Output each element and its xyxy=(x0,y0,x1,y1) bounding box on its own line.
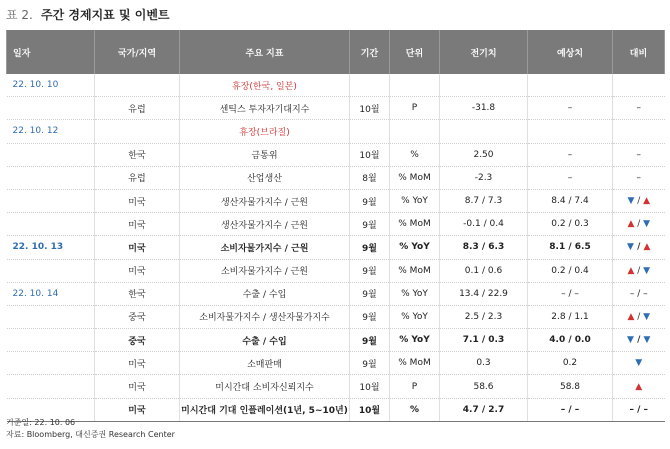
table-row xyxy=(7,97,665,120)
cell-region: 미국 xyxy=(95,236,180,259)
cell-estimate: 0.2 / 0.4 xyxy=(528,259,613,282)
cell-date: 22. 10. 10 xyxy=(7,74,95,97)
cell-previous: 8.7 / 7.3 xyxy=(440,189,528,212)
cell-estimate xyxy=(528,120,613,143)
cell-estimate: – xyxy=(528,166,613,189)
up-triangle-icon: ▲ xyxy=(643,196,651,207)
header-estimate: 예상치 xyxy=(528,30,613,74)
cell-comparison: – xyxy=(613,97,665,120)
cell-indicator: 소매판매 xyxy=(180,352,350,375)
cell-previous: 8.3 / 6.3 xyxy=(440,236,528,259)
cell-estimate: – xyxy=(528,97,613,120)
source-note: 자료: Bloomberg, 대신증권 Research Center xyxy=(6,430,175,439)
cell-region: 미국 xyxy=(95,213,180,236)
cell-indicator: 센틱스 투자자기대지수 xyxy=(180,97,350,120)
caption-title: 주간 경제지표 및 이벤트 xyxy=(41,8,170,22)
cell-estimate: 58.8 xyxy=(528,375,613,398)
cell-indicator: 휴장(한국, 일본) xyxy=(180,74,350,97)
cell-previous: 0.1 / 0.6 xyxy=(440,259,528,282)
table-caption xyxy=(6,6,170,23)
cell-estimate: – / – xyxy=(528,398,613,421)
cell-indicator: 수출 / 수입 xyxy=(180,329,350,352)
down-triangle-icon: ▼ xyxy=(627,242,634,253)
table-row xyxy=(7,236,665,259)
cell-estimate: 0.2 xyxy=(528,352,613,375)
cell-region xyxy=(95,120,180,143)
header-previous: 전기치 xyxy=(440,30,528,74)
cell-estimate: – / – xyxy=(528,282,613,305)
cell-region: 한국 xyxy=(95,143,180,166)
cell-unit: % YoY xyxy=(390,305,440,328)
cell-region xyxy=(95,74,180,97)
down-triangle-icon: ▼ xyxy=(643,311,651,322)
cell-region: 한국 xyxy=(95,282,180,305)
cell-unit: % YoY xyxy=(390,329,440,352)
cell-date xyxy=(7,259,95,282)
table-row xyxy=(7,329,665,352)
cell-previous: -0.1 / 0.4 xyxy=(440,213,528,236)
cell-comparison: – xyxy=(613,166,665,189)
comparison-separator: / xyxy=(634,219,644,230)
cell-period: 9월 xyxy=(350,213,390,236)
table-row xyxy=(7,213,665,236)
table-row xyxy=(7,74,665,97)
cell-period: 9월 xyxy=(350,329,390,352)
cell-period: 9월 xyxy=(350,305,390,328)
header-unit: 단위 xyxy=(390,30,440,74)
cell-region: 미국 xyxy=(95,398,180,421)
cell-comparison xyxy=(613,74,665,97)
header-date: 일자 xyxy=(7,30,95,74)
cell-indicator: 생산자물가지수 / 근원 xyxy=(180,189,350,212)
down-triangle-icon: ▼ xyxy=(643,219,651,230)
cell-comparison xyxy=(613,352,665,375)
up-triangle-icon: ▲ xyxy=(643,242,651,253)
cell-region: 중국 xyxy=(95,305,180,328)
comparison-separator: / xyxy=(634,196,644,207)
cell-period xyxy=(350,74,390,97)
cell-previous: 2.50 xyxy=(440,143,528,166)
cell-date xyxy=(7,166,95,189)
table-row xyxy=(7,398,665,421)
down-triangle-icon: ▼ xyxy=(635,358,643,369)
cell-period: 9월 xyxy=(350,236,390,259)
cell-period: 10월 xyxy=(350,143,390,166)
cell-previous: 13.4 / 22.9 xyxy=(440,282,528,305)
cell-unit: % YoY xyxy=(390,189,440,212)
up-triangle-icon: ▲ xyxy=(627,311,635,322)
cell-comparison xyxy=(613,236,665,259)
table-row xyxy=(7,189,665,212)
cell-unit: % YoY xyxy=(390,236,440,259)
cell-comparison xyxy=(613,305,665,328)
comparison-separator: / xyxy=(633,335,644,346)
down-triangle-icon: ▼ xyxy=(643,335,651,346)
cell-comparison: – / – xyxy=(613,282,665,305)
cell-previous: 4.7 / 2.7 xyxy=(440,398,528,421)
cell-previous: -2.3 xyxy=(440,166,528,189)
table-body xyxy=(7,74,665,421)
cell-period: 9월 xyxy=(350,282,390,305)
cell-unit: % MoM xyxy=(390,213,440,236)
cell-estimate xyxy=(528,74,613,97)
cell-date xyxy=(7,375,95,398)
cell-date xyxy=(7,189,95,212)
cell-previous: 2.5 / 2.3 xyxy=(440,305,528,328)
up-triangle-icon: ▲ xyxy=(627,265,635,276)
cell-date xyxy=(7,352,95,375)
cell-unit xyxy=(390,120,440,143)
cell-unit: % YoY xyxy=(390,282,440,305)
cell-period: 10월 xyxy=(350,398,390,421)
caption-number: 표 2. xyxy=(6,8,33,22)
cell-unit: % MoM xyxy=(390,259,440,282)
cell-region: 유럽 xyxy=(95,97,180,120)
base-date-note: 기준일: 22. 10. 06 xyxy=(6,418,76,427)
cell-estimate: 8.4 / 7.4 xyxy=(528,189,613,212)
comparison-separator: / xyxy=(634,311,644,322)
cell-unit: P xyxy=(390,97,440,120)
cell-region: 유럽 xyxy=(95,166,180,189)
cell-indicator: 소비자물가지수 / 근원 xyxy=(180,259,350,282)
cell-comparison xyxy=(613,375,665,398)
cell-comparison xyxy=(613,189,665,212)
cell-period: 9월 xyxy=(350,259,390,282)
cell-indicator: 휴장(브라질) xyxy=(180,120,350,143)
comparison-separator: / xyxy=(634,265,644,276)
cell-period: 9월 xyxy=(350,189,390,212)
cell-date: 22. 10. 13 xyxy=(7,236,95,259)
cell-comparison xyxy=(613,120,665,143)
economic-calendar-table xyxy=(6,30,665,422)
cell-estimate: 4.0 / 0.0 xyxy=(528,329,613,352)
cell-previous: -31.8 xyxy=(440,97,528,120)
cell-date xyxy=(7,329,95,352)
cell-unit: % MoM xyxy=(390,166,440,189)
cell-comparison: – xyxy=(613,143,665,166)
cell-comparison xyxy=(613,259,665,282)
cell-estimate: 0.2 / 0.3 xyxy=(528,213,613,236)
cell-date xyxy=(7,143,95,166)
cell-date xyxy=(7,305,95,328)
table-row xyxy=(7,143,665,166)
table-row xyxy=(7,305,665,328)
cell-date xyxy=(7,213,95,236)
table-row xyxy=(7,120,665,143)
cell-period: 9월 xyxy=(350,352,390,375)
cell-indicator: 미시간대 소비자신뢰지수 xyxy=(180,375,350,398)
cell-previous: 58.6 xyxy=(440,375,528,398)
cell-previous: 0.3 xyxy=(440,352,528,375)
cell-indicator: 생산자물가지수 / 근원 xyxy=(180,213,350,236)
cell-unit: % xyxy=(390,143,440,166)
cell-unit: % MoM xyxy=(390,352,440,375)
up-triangle-icon: ▲ xyxy=(635,381,643,392)
cell-indicator: 소비자물가지수 / 생산자물가지수 xyxy=(180,305,350,328)
cell-comparison xyxy=(613,329,665,352)
header-indicator: 주요 지표 xyxy=(180,30,350,74)
header-comparison: 대비 xyxy=(613,30,665,74)
cell-indicator: 산업생산 xyxy=(180,166,350,189)
cell-region: 미국 xyxy=(95,189,180,212)
down-triangle-icon: ▼ xyxy=(627,196,635,207)
header-row xyxy=(7,30,665,74)
up-triangle-icon: ▲ xyxy=(627,219,635,230)
cell-region: 미국 xyxy=(95,259,180,282)
cell-comparison: – / – xyxy=(613,398,665,421)
cell-period: 10월 xyxy=(350,375,390,398)
cell-indicator: 소비자물가지수 / 근원 xyxy=(180,236,350,259)
cell-estimate: – xyxy=(528,143,613,166)
header-period: 기간 xyxy=(350,30,390,74)
cell-unit: % xyxy=(390,398,440,421)
cell-period xyxy=(350,120,390,143)
cell-previous xyxy=(440,74,528,97)
down-triangle-icon: ▼ xyxy=(627,335,634,346)
cell-region: 중국 xyxy=(95,329,180,352)
table-row xyxy=(7,259,665,282)
cell-estimate: 8.1 / 6.5 xyxy=(528,236,613,259)
table-row xyxy=(7,375,665,398)
table-row xyxy=(7,282,665,305)
cell-estimate: 2.8 / 1.1 xyxy=(528,305,613,328)
cell-unit: P xyxy=(390,375,440,398)
cell-date xyxy=(7,97,95,120)
cell-unit xyxy=(390,74,440,97)
cell-previous xyxy=(440,120,528,143)
cell-region: 미국 xyxy=(95,352,180,375)
cell-period: 8월 xyxy=(350,166,390,189)
cell-indicator: 미시간대 기대 인플레이션(1년, 5~10년) xyxy=(180,398,350,421)
cell-indicator: 수출 / 수입 xyxy=(180,282,350,305)
cell-previous: 7.1 / 0.3 xyxy=(440,329,528,352)
table-row xyxy=(7,352,665,375)
header-region: 국가/지역 xyxy=(95,30,180,74)
cell-period: 10월 xyxy=(350,97,390,120)
cell-date: 22. 10. 14 xyxy=(7,282,95,305)
cell-comparison xyxy=(613,213,665,236)
table-row xyxy=(7,166,665,189)
cell-indicator: 금통위 xyxy=(180,143,350,166)
comparison-separator: / xyxy=(633,242,644,253)
down-triangle-icon: ▼ xyxy=(643,265,651,276)
cell-date: 22. 10. 12 xyxy=(7,120,95,143)
cell-region: 미국 xyxy=(95,375,180,398)
